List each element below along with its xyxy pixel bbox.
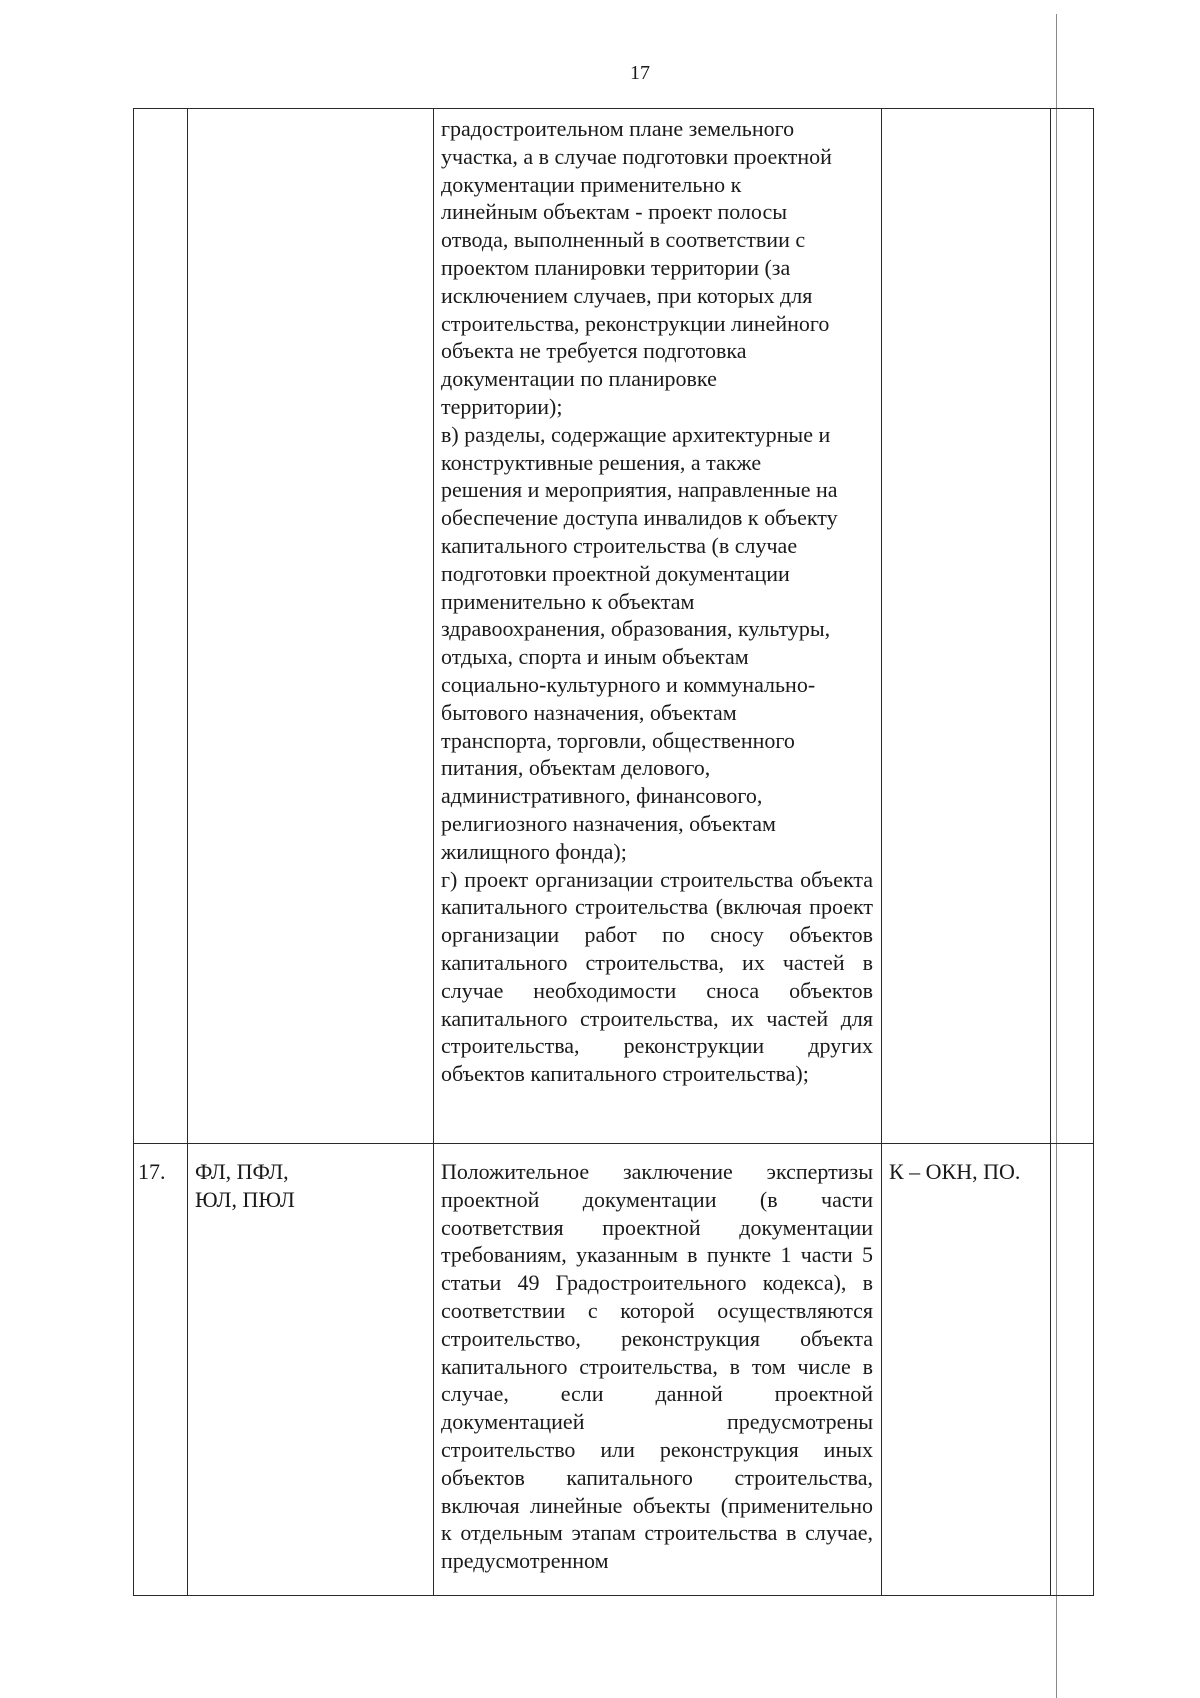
document-line: подготовки проектной документации	[441, 560, 790, 586]
document-line: конструктивные решения, а также	[441, 449, 762, 475]
row-number-cell	[134, 1144, 188, 1596]
row-number	[134, 109, 187, 123]
category-text: К – ОКН, ПО.	[889, 1159, 1021, 1184]
table-row	[134, 109, 1094, 1144]
document-line: административного, финансового,	[441, 783, 763, 809]
document-line: применительно к объектам	[441, 588, 695, 614]
document-line: объекта не требуется подготовка	[441, 338, 747, 364]
empty-cell	[1051, 109, 1094, 1144]
document-line: бытового назначения, объектам	[441, 699, 737, 725]
empty-cell	[1051, 1144, 1094, 1596]
applicants-cell	[188, 1144, 434, 1596]
document-paragraph: г) проект организации строительства объекта капитального строительства (включая проект организации работ по сносу объектов капитального строительства, их частей в случае необходимости сноса объектов капитального строительства, их частей для строительства, реконструкции других объектов капитального строительства);	[441, 866, 873, 1087]
document-line: жилищного фонда);	[441, 838, 627, 864]
document-cell	[434, 1144, 882, 1596]
applicants-text	[188, 109, 433, 119]
document-line: капитального строительства (в случае	[441, 532, 798, 558]
document-line: в) разделы, содержащие архитектурные и	[441, 421, 831, 447]
document-line: строительства, реконструкции линейного	[441, 310, 830, 336]
document-line: линейным объектам - проект полосы	[441, 199, 787, 225]
row-number: 17.	[138, 1159, 166, 1184]
document-line: религиозного назначения, объектам	[441, 810, 776, 836]
document-line: отдыха, спорта и иным объектам	[441, 644, 749, 670]
document-line: территории);	[441, 393, 563, 419]
document-line: участка, а в случае подготовки проектной	[441, 143, 832, 169]
applicants-cell	[188, 109, 434, 1144]
applicants-text: ФЛ, ПФЛ, ЮЛ, ПЮЛ	[195, 1159, 295, 1212]
requirements-table	[133, 108, 1094, 1596]
document-line-list	[441, 115, 873, 866]
document-line: градостроительном плане земельного	[441, 116, 795, 141]
document-line: социально-культурного и коммунально-	[441, 671, 816, 697]
page-number: 17	[630, 62, 650, 84]
document-line: здравоохранения, образования, культуры,	[441, 616, 831, 642]
document-cell	[434, 109, 882, 1144]
document-line: отвода, выполненный в соответствии с	[441, 227, 806, 253]
table-row	[134, 1144, 1094, 1596]
document-line: документации по планировке	[441, 366, 717, 392]
category-text	[882, 109, 1050, 119]
document-line: исключением случаев, при которых для	[441, 282, 813, 308]
document-line: обеспечение доступа инвалидов к объекту	[441, 505, 838, 531]
document-line: документации применительно к	[441, 171, 742, 197]
category-cell	[882, 1144, 1051, 1596]
category-cell	[882, 109, 1051, 1144]
document-line: транспорта, торговли, общественного	[441, 727, 795, 753]
document-line: питания, объектам делового,	[441, 755, 711, 781]
row-number-cell	[134, 109, 188, 1144]
document-text	[434, 109, 881, 1092]
document-line: проектом планировки территории (за	[441, 254, 791, 280]
document-line: решения и мероприятия, направленные на	[441, 477, 838, 503]
document-text: Положительное заключение экспертизы проектной документации (в части соответствия проектной документации требованиям, указанным в пункте 1 части 5 статьи 49 Градостроительного кодекса), в соответствии с которой осуществляются строительство, реконструкция объекта капитального строительства, в том числе в случае, если данной проектной документацией предусмотрены строительство или реконструкция иных объектов капитального строительства, включая линейные объекты (применительно к отдельным этапам строительства в случае, предусмотренном	[441, 1159, 873, 1574]
